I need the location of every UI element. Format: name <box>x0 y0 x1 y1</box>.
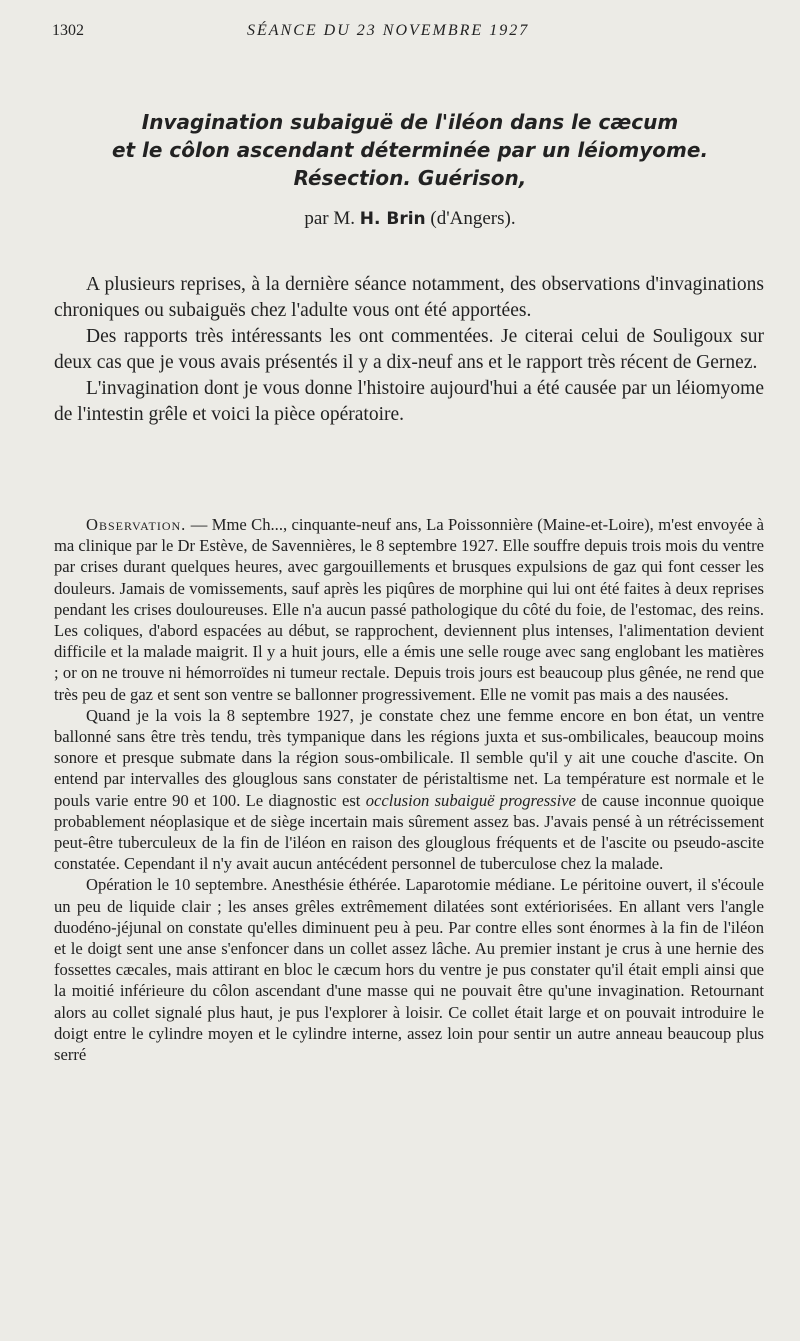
article-title-line: Invagination subaiguë de l'iléon dans le cæcum <box>141 110 679 134</box>
intro-paragraph: Des rapports très intéressants les ont commentées. Je citerai celui de Souligoux sur deux cas que je vous avais présentés il y a dix-neuf ans et le rapport très récent de Gernez. <box>54 326 764 373</box>
observation-paragraph <box>54 514 764 705</box>
article-title <box>60 108 760 192</box>
article-title-line: et le côlon ascendant déterminée par un léiomyome. <box>111 138 709 162</box>
page-number: 1302 <box>52 22 84 39</box>
diagnosis-italic: occlusion subaiguë progressive <box>365 790 576 810</box>
article-title-line: Résection. Guérison, <box>293 166 527 190</box>
observation-text: Quand je la vois la 8 septembre 1927, je constate chez une femme encore en bon état, un ventre ballonné sans être très tendu, très tympanique dans les régions juxta et sus-ombilicales, beaucoup moins sonore et presque submate dans la région sous-ombilicale. Il semble qu'il y ait une couche d'ascite. On entend par intervalles des glouglous sans constater de péristaltisme net. La température est normale et le pouls varie entre 90 et 100. Le diagnostic est <box>54 705 764 810</box>
observation-text: de cause inconnue quoique probablement néoplasique et de siège incertain mais sûrement assez bas. J'avais pensé à un rétrécissement peut-être tuberculeux de la fin de l'iléon en raison des glouglous fréquents et de l'ascite ou pseudo-ascite constatée. Cependant il n'y avait aucun antécédent personnel de tuberculose chez la malade. <box>54 790 764 874</box>
observation-paragraph: Opération le 10 septembre. Anesthésie éthérée. Laparotomie médiane. Le péritoine ouvert, il s'écoule un peu de liquide clair ; les anses grêles extrêmement dilatées sont extériorisées. En allant vers l'angle duodéno-jéjunal on constate qu'elles diminuent peu à peu. Par contre elles sont énormes à la fin de l'iléon et le doigt sent une anse s'enfoncer dans un collet assez lâche. Au premier instant je crus à une hernie des fossettes cæcales, mais attirant en bloc le cæcum hors du ventre je pus constater qu'il était empli ainsi que la moitié inférieure du côlon ascendant d'une masse qui ne pouvait être qu'une invagination. Retournant alors au collet signalé plus haut, je pus l'explorer à loisir. Ce collet était large et on pouvait introduire le doigt entre le cylindre moyen et le cylindre interne, assez loin pour sentir un autre anneau beaucoup plus serré <box>54 875 764 1065</box>
intro-paragraph: L'invagination dont je vous donne l'histoire aujourd'hui a été causée par un léiomyome de l'intestin grêle et voici la pièce opératoire. <box>54 378 764 425</box>
intro-section <box>54 272 764 428</box>
running-head <box>52 22 760 44</box>
observation-text: — Mme Ch..., cinquante-neuf ans, La Poissonnière (Maine-et-Loire), m'est envoyée à ma clinique par le Dr Estève, de Savennières, le 8 septembre 1927. Elle souffre depuis trois mois du ventre par crises durant quelques heures, avec gargouillements et brusques expulsions de gaz qui font cesser les douleurs. Jamais de vomissements, sauf après les piqûres de morphine qui lui ont été faites à deux reprises pendant les crises douloureuses. Elle n'a aucun passé pathologique du côté du foie, de l'estomac, des reins. Les coliques, d'abord espacées au début, se rapprochent, deviennent plus intenses, l'alimentation devient difficile et la malade maigrit. Il y a huit jours, elle a émis une selle rouge avec sang englobant les matières ; or on ne trouve ni hémorroïdes ni tumeur rectale. Depuis trois jours est beaucoup plus gênée, ne rend que très peu de gaz et sent son ventre se ballonner progressivement. Elle ne vomit pas mais a des nausées. <box>54 515 765 704</box>
author-suffix: (d'Angers). <box>430 208 516 229</box>
observation-label: Observation. <box>86 515 187 534</box>
observation-paragraph <box>54 705 764 875</box>
running-title: SÉANCE DU 23 NOVEMBRE 1927 <box>247 22 530 39</box>
author-name: H. Brin <box>359 209 426 229</box>
author-prefix: par M. <box>304 208 356 229</box>
author-line <box>60 208 760 230</box>
intro-paragraph: A plusieurs reprises, à la dernière séance notamment, des observations d'invaginations chroniques ou subaiguës chez l'adulte vous ont été apportées. <box>54 274 764 321</box>
observation-section <box>54 514 764 1065</box>
